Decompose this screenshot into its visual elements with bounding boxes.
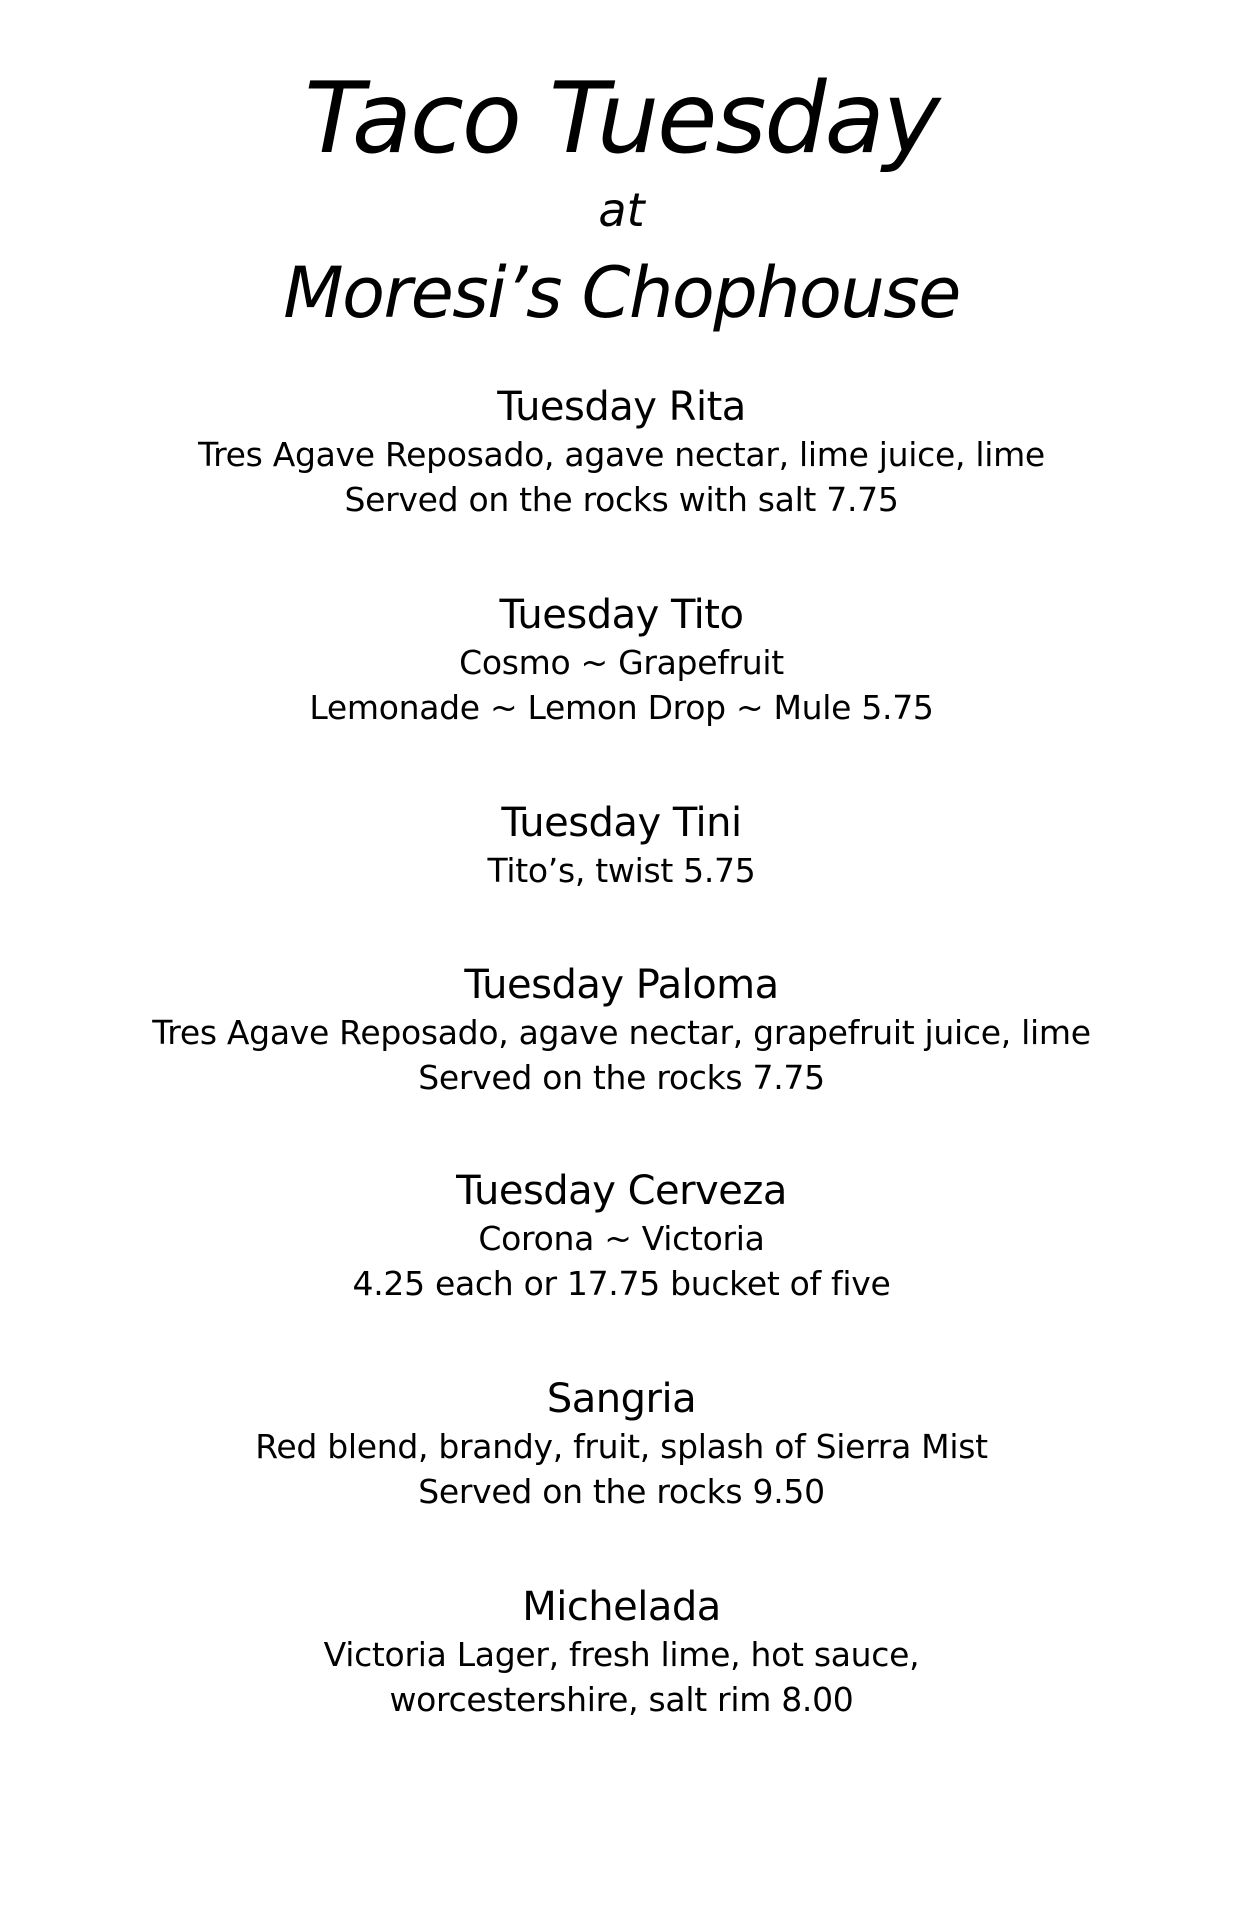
item-name: Michelada xyxy=(522,1584,721,1630)
menu-item-tuesday-paloma xyxy=(0,960,1243,1100)
item-description: Served on the rocks 7.75 xyxy=(418,1058,825,1097)
menu-item-tuesday-tito xyxy=(0,590,1243,730)
item-description: Tito’s, twist 5.75 xyxy=(487,851,756,890)
item-description: Served on the rocks 9.50 xyxy=(418,1472,825,1511)
menu-item-tuesday-rita xyxy=(0,382,1243,522)
item-description: Tres Agave Reposado, agave nectar, grapefruit juice, lime xyxy=(152,1013,1091,1052)
item-description: Red blend, brandy, fruit, splash of Sierra Mist xyxy=(255,1427,988,1466)
item-name: Tuesday Paloma xyxy=(464,962,779,1008)
item-description: Served on the rocks with salt 7.75 xyxy=(344,480,899,519)
item-description: Corona ~ Victoria xyxy=(478,1219,765,1258)
item-name: Tuesday Tito xyxy=(499,592,744,638)
item-name: Tuesday Tini xyxy=(501,800,742,846)
menu-item-sangria xyxy=(0,1374,1243,1514)
menu-item-tuesday-cerveza xyxy=(0,1166,1243,1306)
menu-item-michelada xyxy=(0,1582,1243,1722)
item-description: Lemonade ~ Lemon Drop ~ Mule 5.75 xyxy=(309,688,934,727)
venue-name: Moresi’s Chophouse xyxy=(283,252,960,334)
item-description: worcestershire, salt rim 8.00 xyxy=(389,1680,854,1719)
menu-connector: at xyxy=(598,183,645,237)
item-name: Tuesday Cerveza xyxy=(456,1168,787,1214)
item-description: Victoria Lager, fresh lime, hot sauce, xyxy=(323,1635,920,1674)
menu-title: Taco Tuesday xyxy=(304,62,939,176)
item-description: 4.25 each or 17.75 bucket of five xyxy=(352,1264,891,1303)
item-description: Tres Agave Reposado, agave nectar, lime juice, lime xyxy=(198,435,1045,474)
item-name: Sangria xyxy=(546,1376,697,1422)
item-description: Cosmo ~ Grapefruit xyxy=(459,643,784,682)
item-name: Tuesday Rita xyxy=(497,384,746,430)
menu-item-tuesday-tini xyxy=(0,798,1243,893)
